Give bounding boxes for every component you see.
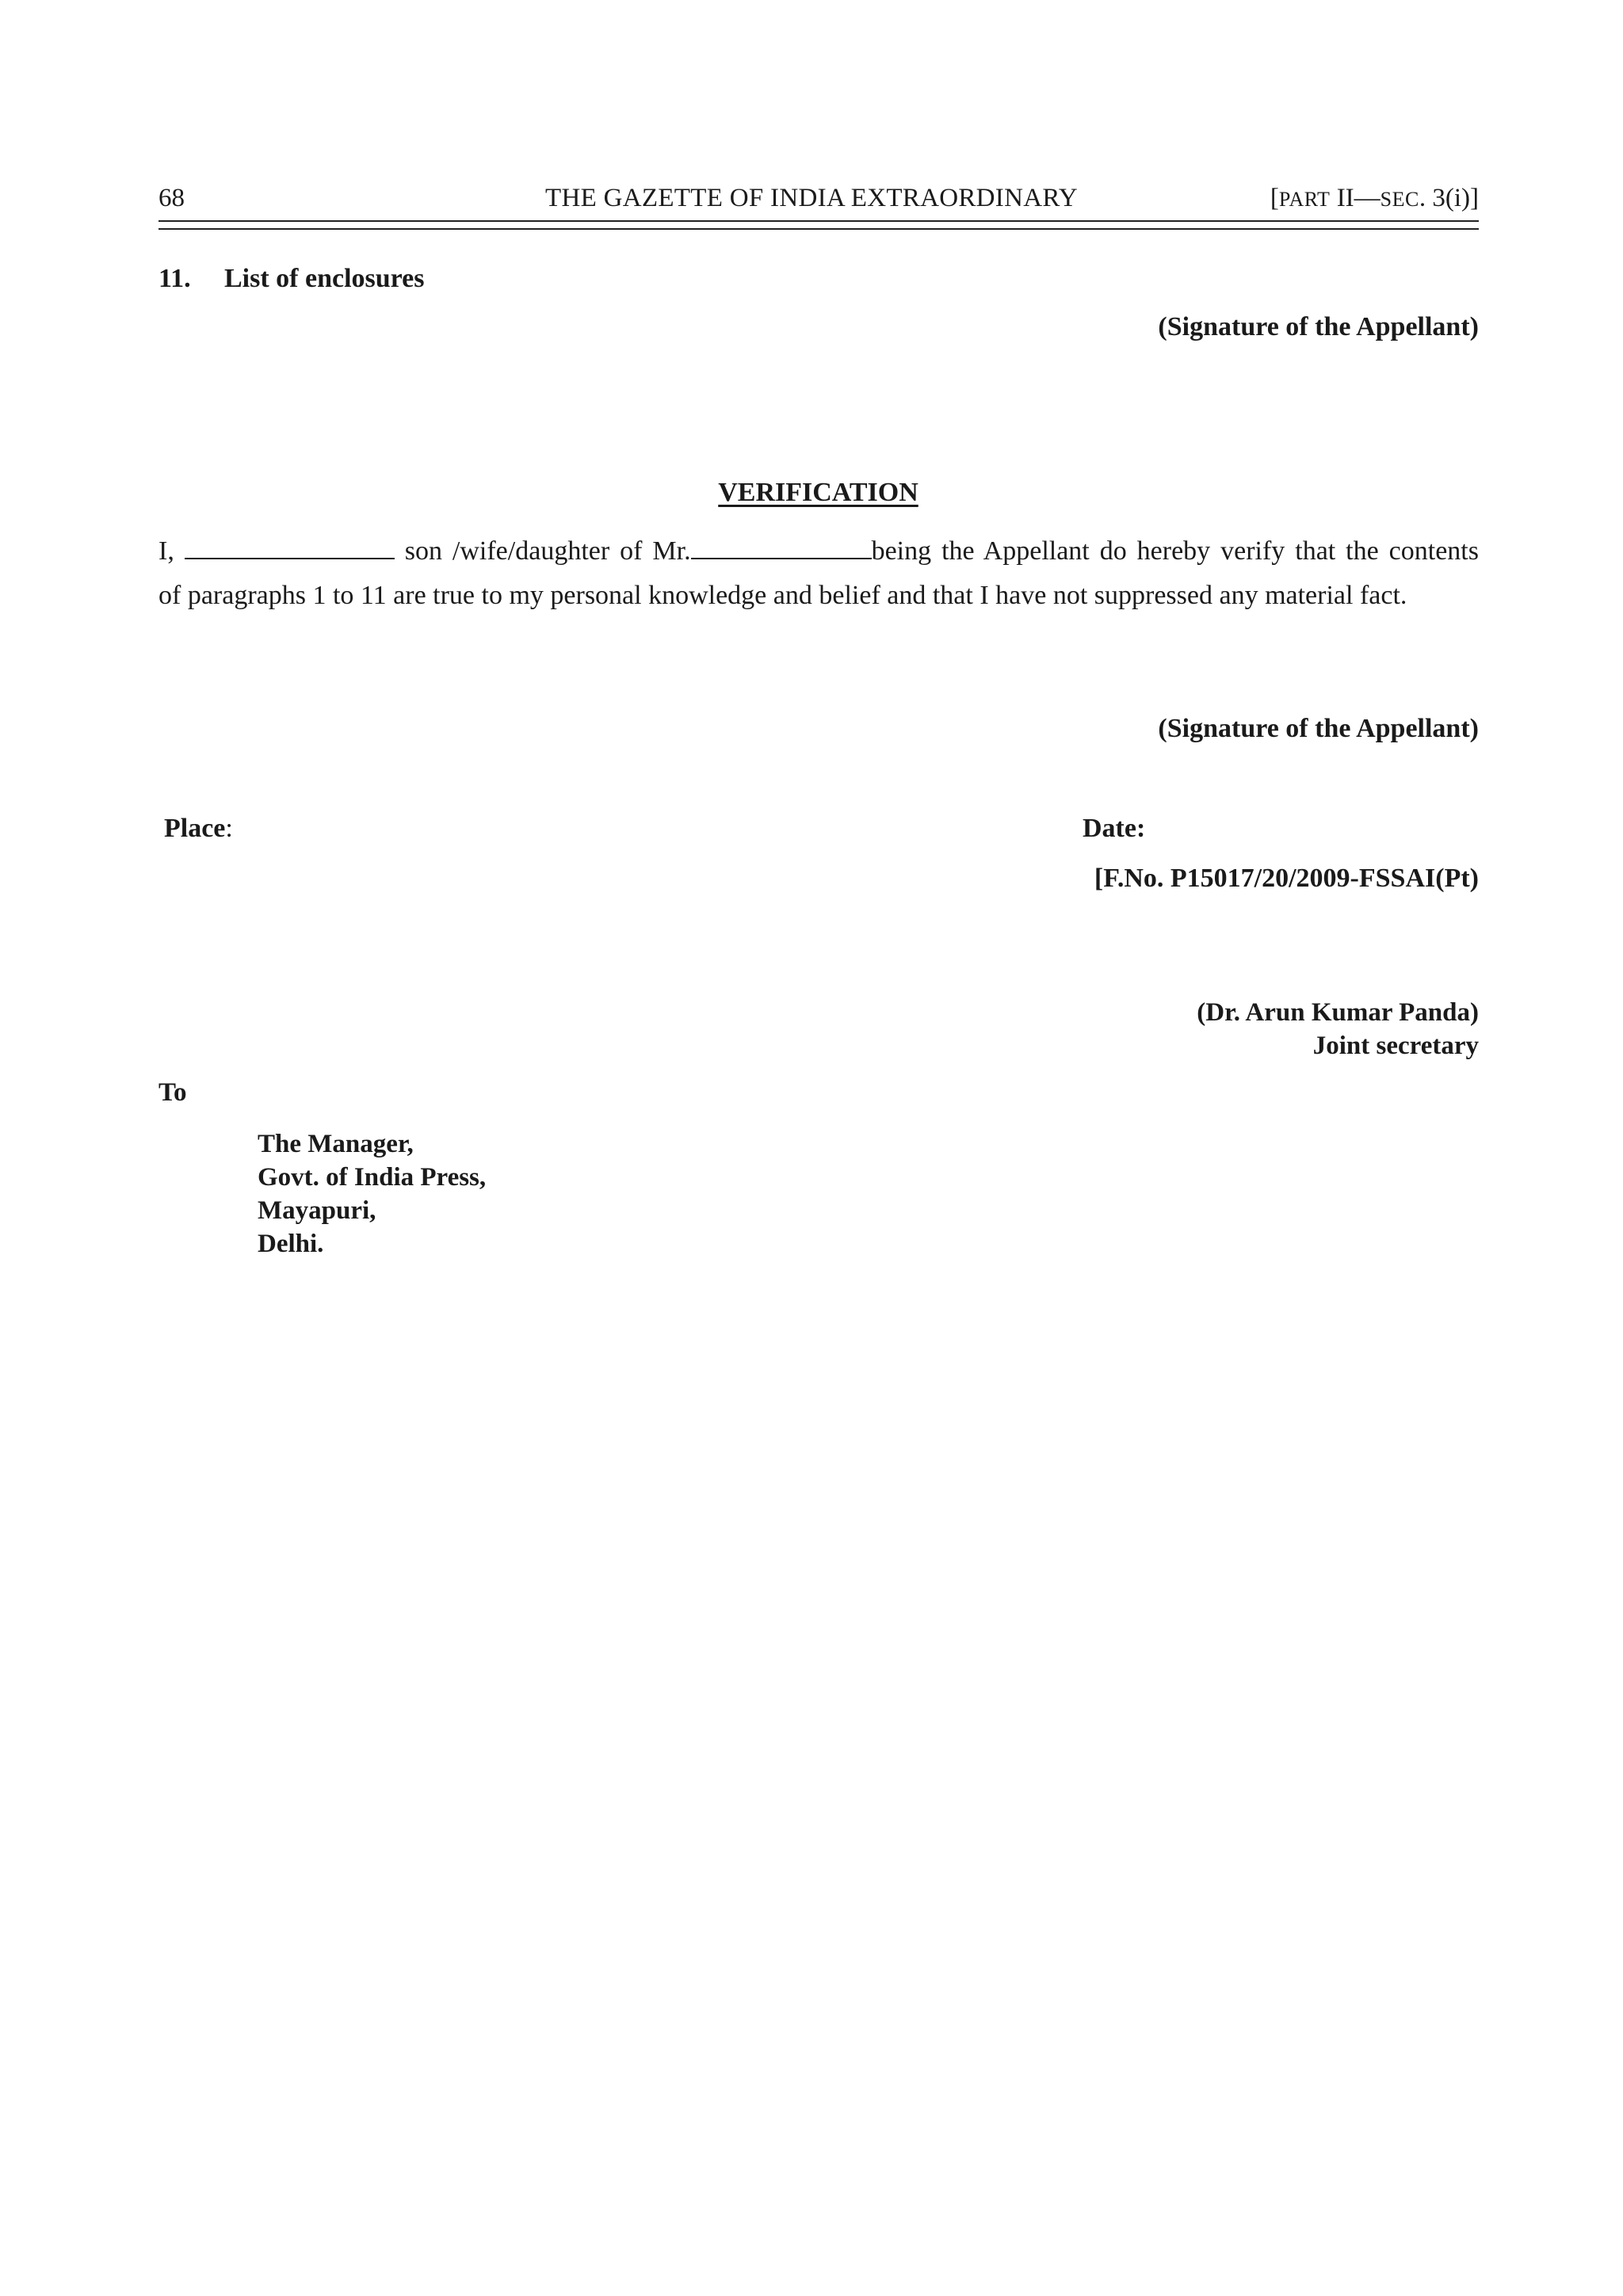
place-field: Place: [164,814,233,843]
father-name-blank [691,539,872,559]
signatory-block [1197,996,1479,1062]
address-line-2: Govt. of India Press, [258,1163,487,1192]
signatory-name: (Dr. Arun Kumar Panda) [1197,998,1479,1027]
verification-line-2: of paragraphs 1 to 11 are true to my personal knowledge and belief and that I have not suppressed any material fact. [158,581,1407,610]
item-11-number: 11. [158,264,191,293]
appellant-signature-2: (Signature of the Appellant) [1158,714,1479,743]
item-11-label: List of enclosures [224,264,425,293]
gazette-title: THE GAZETTE OF INDIA EXTRAORDINARY [545,184,1078,212]
appellant-name-blank [185,539,395,559]
part-section: [PART II—SEC. 3(i)] [1270,184,1479,212]
page-number: 68 [158,184,185,212]
file-number: [F.No. P15017/20/2009-FSSAI(Pt) [1094,864,1479,893]
address-line-4: Delhi. [258,1230,324,1258]
address-line-3: Mayapuri, [258,1196,376,1225]
address-line-1: The Manager, [258,1130,414,1158]
verification-paragraph [158,529,1479,618]
header-rule-top [158,220,1479,222]
header-rule-bottom [158,228,1479,230]
to-label: To [158,1078,187,1107]
signatory-designation: Joint secretary [1312,1032,1479,1060]
address-block [258,1127,486,1261]
verification-heading: VERIFICATION [718,478,918,507]
verification-line-1: I, son /wife/daughter of Mr. being the Appellant do hereby verify that the contents [158,536,1479,566]
date-field: Date: [1083,814,1146,843]
appellant-signature-1: (Signature of the Appellant) [1158,312,1479,341]
